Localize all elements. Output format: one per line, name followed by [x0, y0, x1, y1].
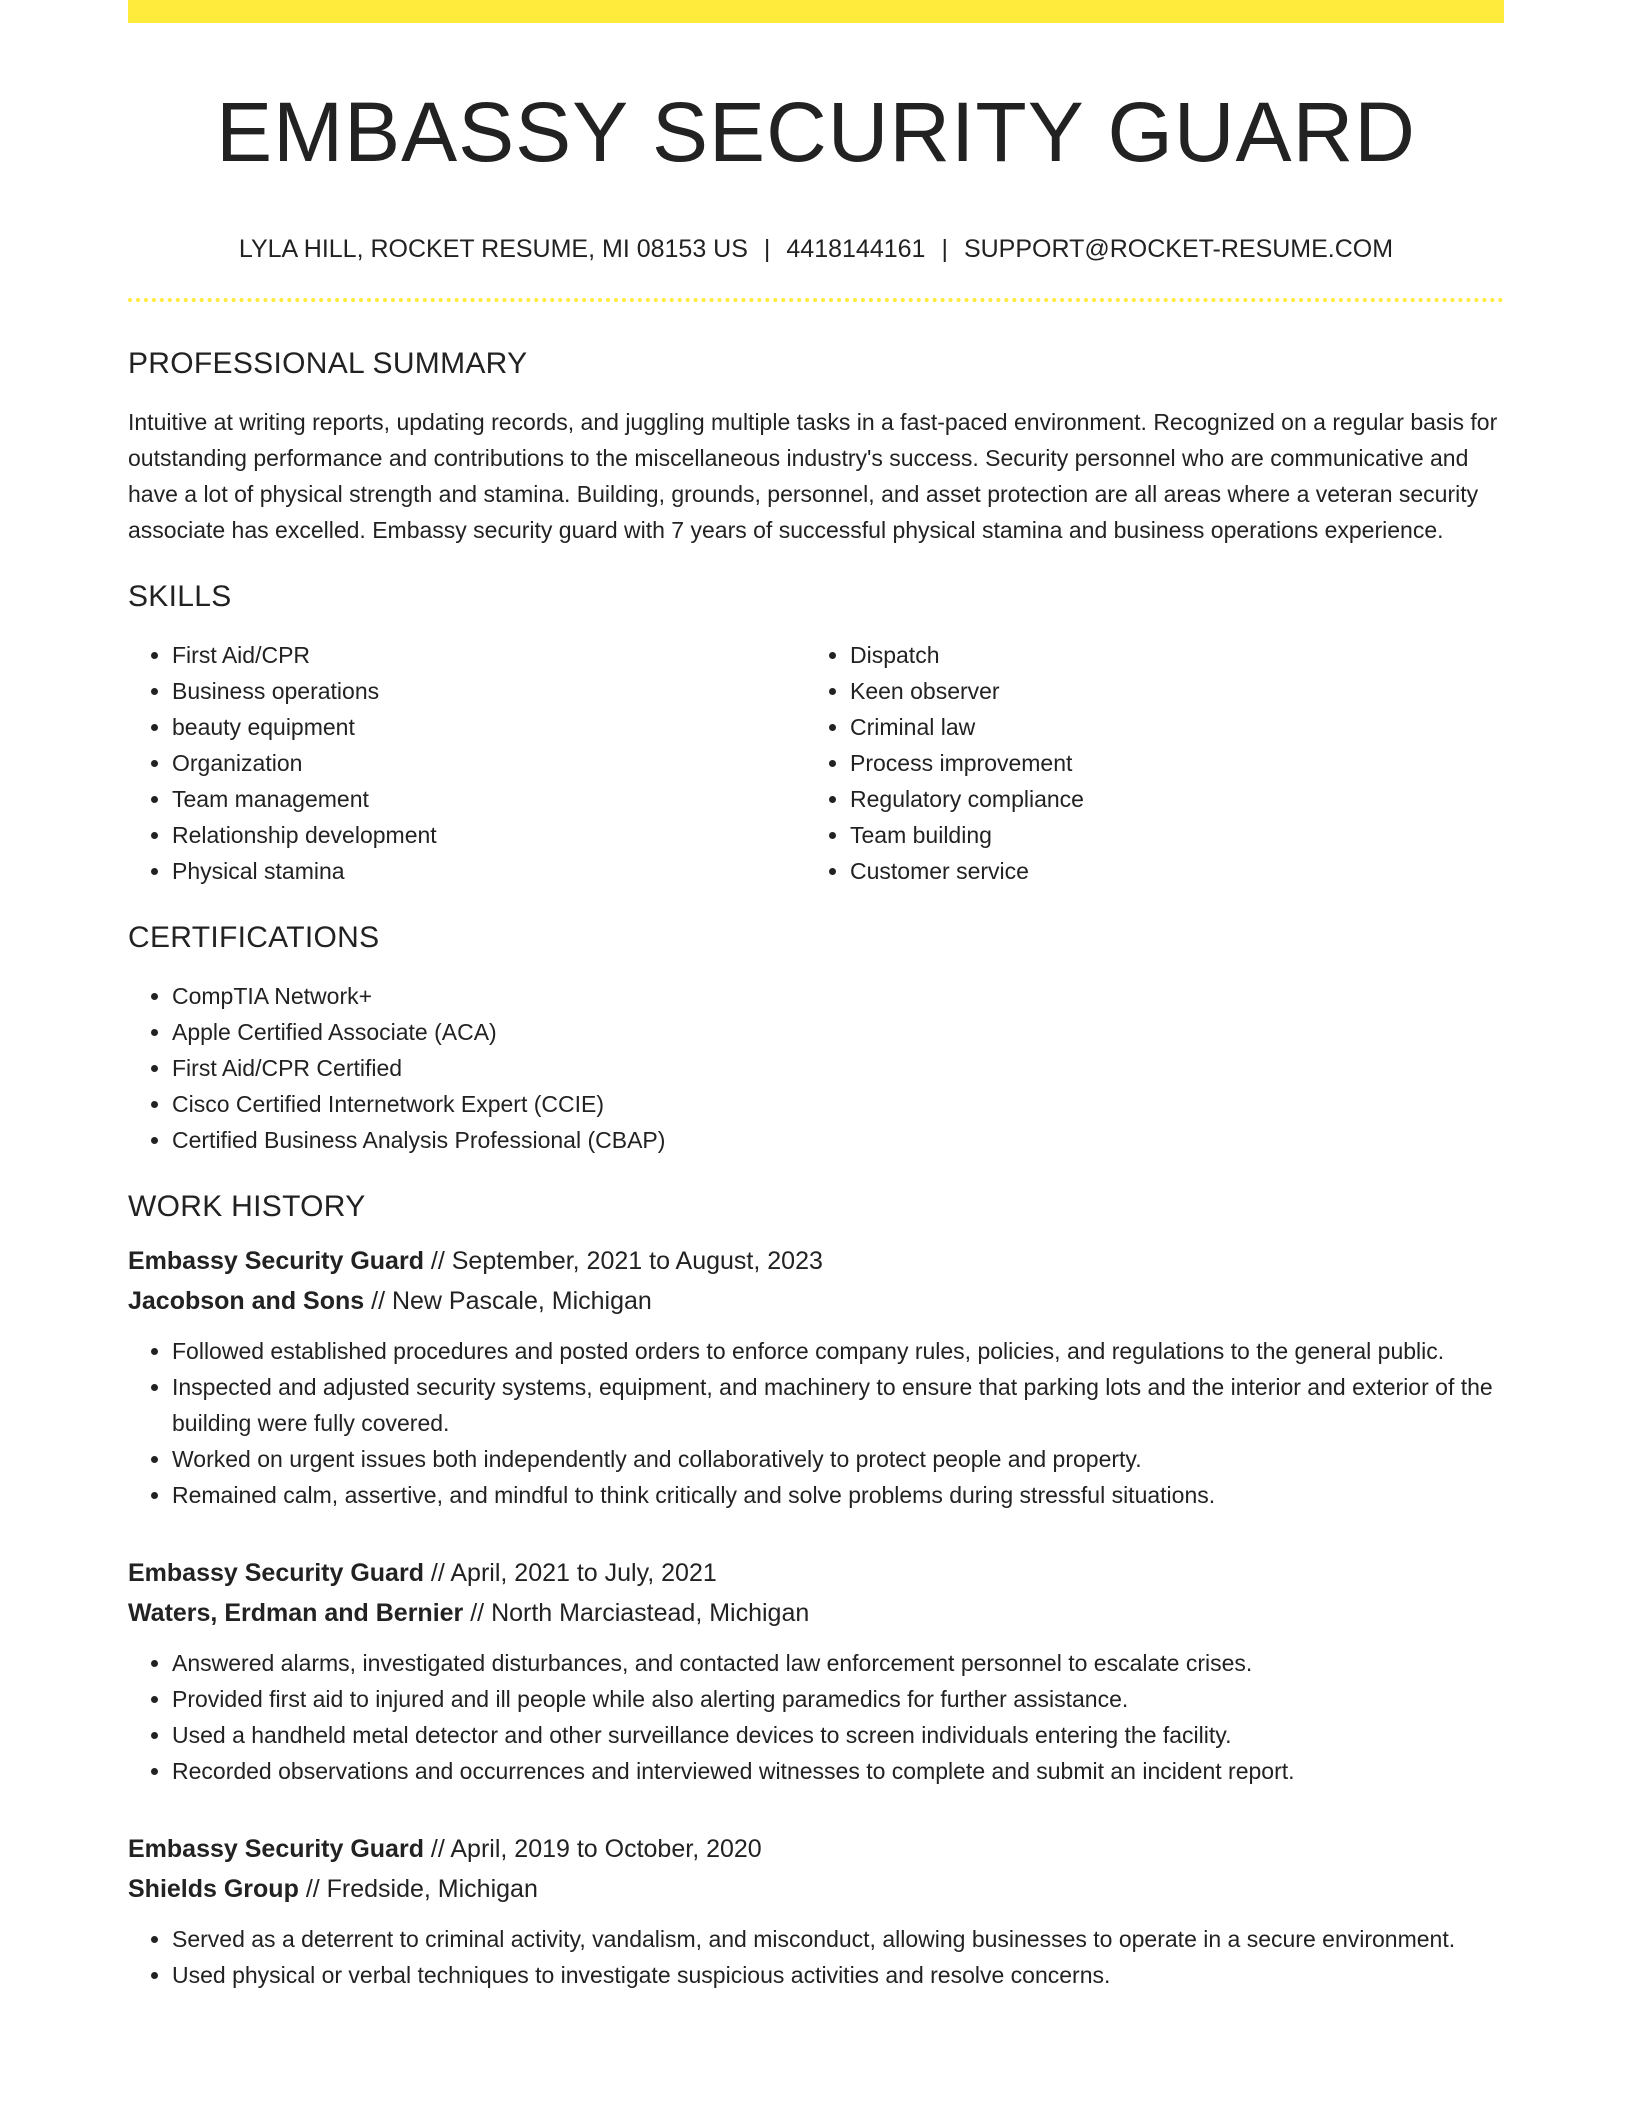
job-role-line [128, 1553, 1504, 1593]
job-role: Embassy Security Guard [128, 1247, 424, 1276]
job-duty: • Remained calm, assertive, and mindful to think critically and solve problems during stressful situations. [172, 1477, 1504, 1513]
contact-separator: | [941, 235, 948, 264]
job-duty: • Followed established procedures and posted orders to enforce company rules, policies, and regulations to the general public. [172, 1333, 1504, 1369]
skills-column-right [806, 637, 1484, 889]
job-duties-list [128, 1921, 1504, 1993]
skills-list-right [806, 637, 1484, 889]
job-dates: // September, 2021 to August, 2023 [430, 1247, 823, 1276]
job-company-line [128, 1869, 1504, 1909]
skills-grid [128, 637, 1504, 889]
certification-item: • Apple Certified Associate (ACA) [172, 1014, 1504, 1050]
job-duties-list [128, 1333, 1504, 1513]
skill-item: • Criminal law [850, 709, 1484, 745]
skill-item: • Organization [172, 745, 806, 781]
contact-separator: | [763, 235, 771, 264]
job-duty: • Recorded observations and occurrences and interviewed witnesses to complete and submit an incident report. [172, 1753, 1504, 1789]
job-duty: • Used physical or verbal techniques to investigate suspicious activities and resolve concerns. [172, 1957, 1504, 1993]
skill-item: • Team building [850, 817, 1484, 853]
certification-item: • Cisco Certified Internetwork Expert (CCIE) [172, 1086, 1504, 1122]
job-duties-list [128, 1645, 1504, 1789]
resume-title: EMBASSY SECURITY GUARD [216, 85, 1416, 179]
skill-item: • beauty equipment [172, 709, 806, 745]
job-company: Shields Group [128, 1875, 299, 1904]
job-company: Waters, Erdman and Bernier [128, 1599, 464, 1628]
job-duty: • Served as a deterrent to criminal activity, vandalism, and misconduct, allowing businesses to operate in a secure environment. [172, 1921, 1504, 1957]
job-role: Embassy Security Guard [128, 1835, 424, 1864]
skill-item: • Physical stamina [172, 853, 806, 889]
contact-address: LYLA HILL, ROCKET RESUME, MI 08153 US [238, 235, 748, 264]
certification-item: • Certified Business Analysis Professional (CBAP) [172, 1122, 1504, 1158]
certification-item: • First Aid/CPR Certified [172, 1050, 1504, 1086]
skills-list-left [128, 637, 806, 889]
skill-item: • Customer service [850, 853, 1484, 889]
contact-line [128, 234, 1504, 264]
section-title-work-history: WORK HISTORY [128, 1190, 366, 1224]
job-company-line [128, 1281, 1504, 1321]
section-title-skills: SKILLS [128, 580, 232, 614]
skill-item: • Relationship development [172, 817, 806, 853]
job-company-line [128, 1593, 1504, 1633]
skills-column-left [128, 637, 806, 889]
section-title-certifications: CERTIFICATIONS [128, 921, 380, 955]
job-role-line [128, 1829, 1504, 1869]
job-entry [128, 1553, 1504, 1789]
skill-item: • Keen observer [850, 673, 1484, 709]
job-role: Embassy Security Guard [128, 1559, 424, 1588]
skill-item: • Business operations [172, 673, 806, 709]
job-entry [128, 1241, 1504, 1513]
dotted-divider [128, 298, 1504, 302]
job-location: // New Pascale, Michigan [371, 1287, 652, 1316]
certifications-list [128, 978, 1504, 1158]
skill-item: • Dispatch [850, 637, 1484, 673]
job-dates: // April, 2021 to July, 2021 [430, 1559, 717, 1588]
job-entry [128, 1829, 1504, 1993]
job-location: // North Marciastead, Michigan [470, 1599, 810, 1628]
skill-item: • Process improvement [850, 745, 1484, 781]
skill-item: • Regulatory compliance [850, 781, 1484, 817]
accent-top-bar [128, 0, 1504, 23]
job-duty: • Worked on urgent issues both independently and collaboratively to protect people and property. [172, 1441, 1504, 1477]
contact-email: SUPPORT@ROCKET-RESUME.COM [963, 235, 1394, 264]
job-duty: • Provided first aid to injured and ill people while also alerting paramedics for further assistance. [172, 1681, 1504, 1717]
job-duty: • Used a handheld metal detector and other surveillance devices to screen individuals entering the facility. [172, 1717, 1504, 1753]
contact-phone: 4418144161 [786, 235, 926, 264]
certification-item: • CompTIA Network+ [172, 978, 1504, 1014]
job-company: Jacobson and Sons [128, 1287, 365, 1316]
section-title-summary: PROFESSIONAL SUMMARY [128, 347, 528, 381]
resume-page [128, 0, 1504, 1993]
job-location: // Fredside, Michigan [305, 1875, 538, 1904]
job-duty: • Inspected and adjusted security systems, equipment, and machinery to ensure that parking lots and the interior and exterior of the building were fully covered. [172, 1369, 1504, 1441]
job-dates: // April, 2019 to October, 2020 [430, 1835, 762, 1864]
skill-item: • Team management [172, 781, 806, 817]
job-role-line [128, 1241, 1504, 1281]
summary-paragraph: Intuitive at writing reports, updating records, and juggling multiple tasks in a fast-paced environment. Recognized on a regular basis for outstanding performance and contributions to the miscellaneous industry's success. Security personnel who are communicative and have a lot of physical strength and stamina. Building, grounds, personnel, and asset protection are all areas where a veteran security associate has excelled. Embassy security guard with 7 years of successful physical stamina and business operations experience. [128, 409, 1498, 544]
skill-item: • First Aid/CPR [172, 637, 806, 673]
job-duty: • Answered alarms, investigated disturbances, and contacted law enforcement personnel to escalate crises. [172, 1645, 1504, 1681]
